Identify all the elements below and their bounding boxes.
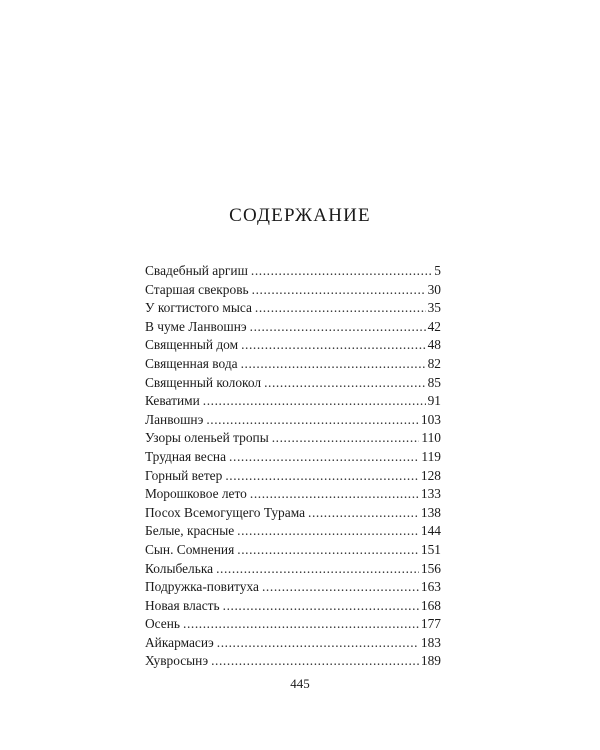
toc-leader-dots (237, 522, 419, 541)
toc-leader-dots (237, 541, 419, 560)
toc-leader-dots (255, 299, 426, 318)
toc-entry-page: 119 (421, 448, 441, 464)
toc-list (145, 262, 441, 671)
toc-leader-dots (241, 355, 426, 374)
page-number: 445 (290, 676, 310, 691)
toc-leader-dots (251, 262, 432, 281)
toc-entry-page: 144 (420, 523, 441, 539)
toc-leader-dots (206, 411, 419, 430)
toc-entry (145, 355, 441, 374)
toc-entry-page: 168 (420, 597, 441, 613)
toc-entry (145, 336, 441, 355)
toc-entry-title: Священная вода (145, 355, 238, 371)
toc-leader-dots (264, 374, 426, 393)
toc-leader-dots (308, 504, 419, 523)
toc-entry-title: Новая власть (145, 597, 220, 613)
toc-entry (145, 560, 441, 579)
toc-entry (145, 262, 441, 281)
toc-entry-title: Морошковое лето (145, 486, 247, 502)
toc-entry (145, 578, 441, 597)
toc-leader-dots (250, 318, 426, 337)
toc-leader-dots (183, 615, 419, 634)
toc-entry-page: 91 (427, 393, 441, 409)
toc-entry-title: Айкармасиэ (145, 634, 214, 650)
toc-entry-title: Посох Всемогущего Турама (145, 504, 306, 520)
toc-entry (145, 448, 441, 467)
toc-entry (145, 615, 441, 634)
toc-entry-page: 189 (420, 653, 441, 669)
toc-entry (145, 429, 441, 448)
toc-entry-title: Сын. Сомнения (145, 541, 235, 557)
toc-entry-title: Старшая свекровь (145, 281, 249, 297)
toc-leader-dots (203, 392, 426, 411)
toc-entry-page: 177 (420, 616, 441, 632)
toc-leader-dots (229, 448, 419, 467)
toc-leader-dots (225, 467, 419, 486)
toc-entry-title: Священный колокол (145, 374, 262, 390)
toc-entry-title: Хувросынэ (145, 653, 209, 669)
toc-title: СОДЕРЖАНИЕ (229, 205, 371, 226)
toc-entry-page: 133 (420, 486, 441, 502)
toc-entry-page: 183 (420, 634, 441, 650)
toc-entry (145, 485, 441, 504)
toc-entry (145, 597, 441, 616)
toc-entry (145, 318, 441, 337)
toc-leader-dots (252, 281, 426, 300)
toc-entry-page: 82 (427, 355, 441, 371)
toc-entry-title: Узоры оленьей тропы (145, 430, 269, 446)
toc-leader-dots (272, 429, 420, 448)
toc-entry-page: 35 (427, 300, 441, 316)
toc-entry-title: Горный ветер (145, 467, 223, 483)
toc-entry-title: Подружка-повитуха (145, 579, 259, 595)
toc-entry-page: 163 (420, 579, 441, 595)
toc-entry (145, 411, 441, 430)
toc-entry (145, 634, 441, 653)
toc-entry (145, 467, 441, 486)
toc-entry-page: 138 (420, 504, 441, 520)
toc-leader-dots (217, 634, 419, 653)
toc-entry-page: 110 (421, 430, 441, 446)
toc-entry (145, 299, 441, 318)
toc-entry-page: 103 (420, 411, 441, 427)
toc-entry (145, 281, 441, 300)
toc-leader-dots (223, 597, 419, 616)
toc-entry-title: У когтистого мыса (145, 300, 252, 316)
toc-entry (145, 504, 441, 523)
toc-leader-dots (262, 578, 419, 597)
toc-entry-title: Осень (145, 616, 180, 632)
toc-entry (145, 374, 441, 393)
toc-entry-page: 30 (427, 281, 441, 297)
toc-entry-title: Священный дом (145, 337, 239, 353)
toc-entry-page: 128 (420, 467, 441, 483)
toc-entry-page: 42 (427, 318, 441, 334)
toc-leader-dots (241, 336, 426, 355)
toc-entry-title: Белые, красные (145, 523, 235, 539)
toc-entry-page: 48 (427, 337, 441, 353)
toc-entry-title: Трудная весна (145, 448, 227, 464)
toc-entry-page: 156 (420, 560, 441, 576)
toc-leader-dots (211, 652, 419, 671)
toc-entry (145, 541, 441, 560)
toc-entry-page: 5 (434, 263, 441, 278)
toc-entry-page: 151 (420, 541, 441, 557)
toc-entry (145, 652, 441, 671)
toc-entry-title: В чуме Ланвошнэ (145, 318, 247, 334)
toc-entry-title: Колыбелька (145, 560, 214, 576)
toc-entry-title: Ланвошнэ (145, 411, 204, 427)
toc-leader-dots (250, 485, 419, 504)
toc-entry-title: Кеватими (145, 393, 200, 409)
toc-entry (145, 392, 441, 411)
toc-entry (145, 522, 441, 541)
toc-entry-page: 85 (427, 374, 441, 390)
toc-leader-dots (216, 560, 419, 579)
toc-entry-title: Свадебный аргиш (145, 263, 248, 278)
